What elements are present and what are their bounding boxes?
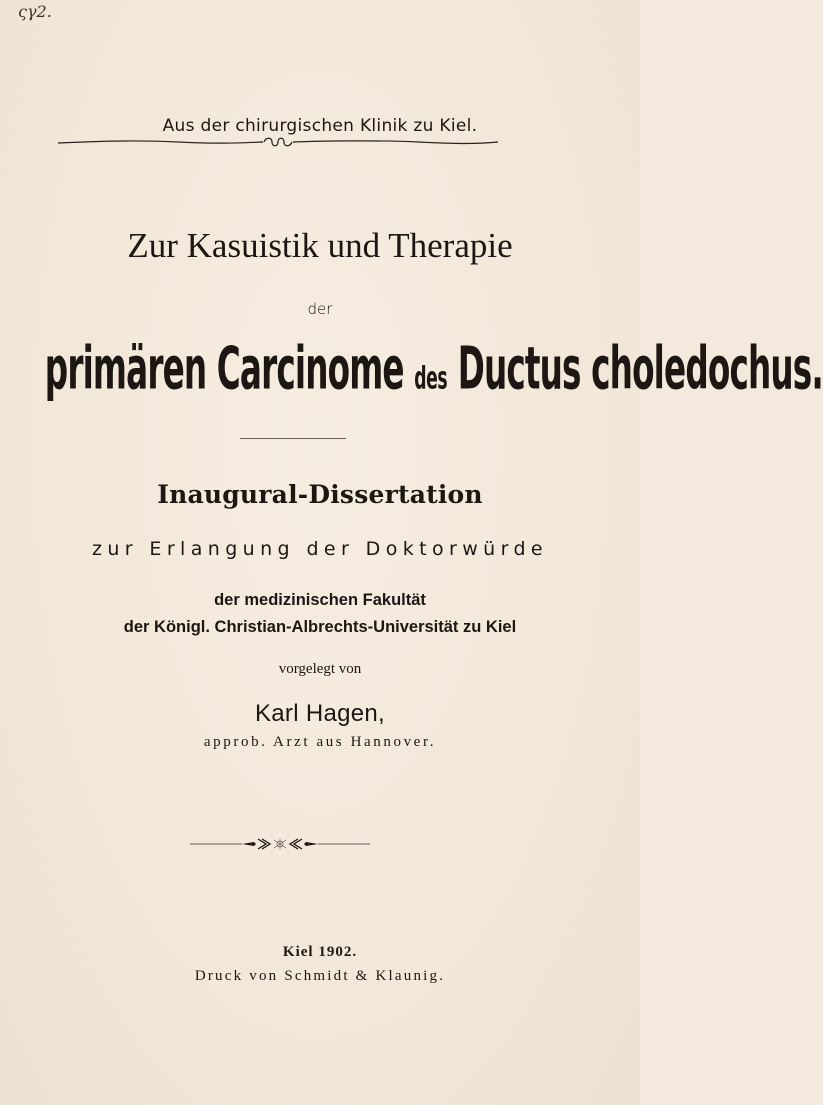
dissertation-purpose: zur Erlangung der Doktorwürde: [91, 538, 549, 560]
handwritten-shelfmark: ςγ2.: [18, 2, 52, 21]
imprint-place-year: Kiel 1902.: [282, 944, 358, 960]
author-credentials: approb. Arzt aus Hannover.: [203, 734, 437, 750]
title-connector: der: [307, 300, 333, 318]
faculty-line-1: der medizinischen Fakultät: [214, 591, 426, 609]
faculty-line-2: der Königl. Christian-Albrechts-Universität zu Kiel: [123, 618, 517, 636]
ornamental-arrow-divider-icon: [190, 836, 370, 852]
presented-by: vorgelegt von: [278, 661, 362, 677]
clinic-header: Aus der chirurgischen Klinik zu Kiel.: [162, 116, 478, 136]
title-line-2: [44, 334, 823, 403]
divider-rule: [240, 438, 346, 439]
ornamental-wave-rule-icon: [58, 136, 498, 150]
title-line-1: Zur Kasuistik und Therapie: [127, 226, 513, 265]
imprint-printer: Druck von Schmidt & Klaunig.: [194, 968, 446, 984]
dissertation-heading: Inaugural-Dissertation: [157, 480, 483, 509]
author-name: Karl Hagen,: [254, 700, 386, 727]
title-line-2-part-1: primären Carcinome: [44, 334, 404, 403]
title-line-2-small: des: [414, 358, 448, 396]
title-line-2-part-2: Ductus choledochus.: [457, 334, 823, 403]
